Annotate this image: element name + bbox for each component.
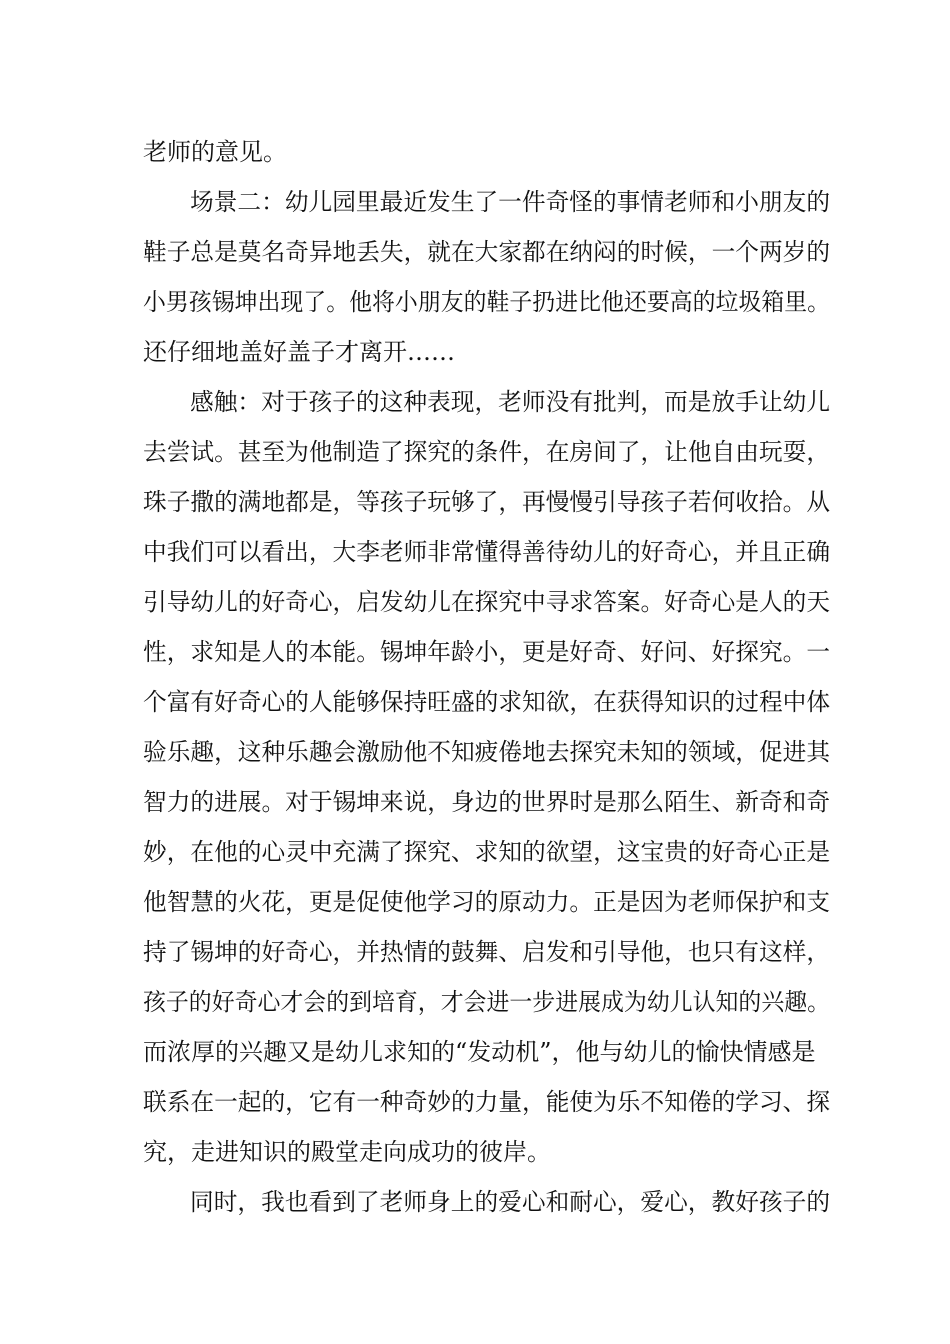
text-line: 中我们可以看出，大李老师非常懂得善待幼儿的好奇心，并且正确 bbox=[143, 538, 831, 566]
paragraph-start-line: 场景二：幼儿园里最近发生了一件奇怪的事情老师和小朋友的 bbox=[190, 188, 831, 216]
text-line: 老师的意见。 bbox=[143, 138, 287, 166]
text-line: 联系在一起的，它有一种奇妙的力量，能使为乐不知倦的学习、探 bbox=[143, 1088, 831, 1116]
text-line: 个富有好奇心的人能够保持旺盛的求知欲，在获得知识的过程中体 bbox=[143, 688, 831, 716]
text-line: 验乐趣，这种乐趣会激励他不知疲倦地去探究未知的领域，促进其 bbox=[143, 738, 831, 766]
text-line: 孩子的好奇心才会的到培育，才会进一步进展成为幼儿认知的兴趣。 bbox=[143, 988, 831, 1016]
text-line: 小男孩锡坤出现了。他将小朋友的鞋子扔进比他还要高的垃圾箱里。 bbox=[143, 288, 831, 316]
paragraph-start-line: 同时，我也看到了老师身上的爱心和耐心，爱心，教好孩子的 bbox=[190, 1188, 831, 1216]
text-line: 去尝试。甚至为他制造了探究的条件，在房间了，让他自由玩耍， bbox=[143, 438, 831, 466]
text-line: 珠子撒的满地都是，等孩子玩够了，再慢慢引导孩子若何收拾。从 bbox=[143, 488, 831, 516]
text-line: 他智慧的火花，更是促使他学习的原动力。正是因为老师保护和支 bbox=[143, 888, 831, 916]
text-line: 智力的进展。对于锡坤来说，身边的世界时是那么陌生、新奇和奇 bbox=[143, 788, 831, 816]
text-line: 引导幼儿的好奇心，启发幼儿在探究中寻求答案。好奇心是人的天 bbox=[143, 588, 831, 616]
text-line: 还仔细地盖好盖子才离开…… bbox=[143, 338, 455, 366]
paragraph-start-line: 感触：对于孩子的这种表现，老师没有批判，而是放手让幼儿 bbox=[190, 388, 831, 416]
text-line: 妙，在他的心灵中充满了探究、求知的欲望，这宝贵的好奇心正是 bbox=[143, 838, 831, 866]
text-line: 性，求知是人的本能。锡坤年龄小，更是好奇、好问、好探究。一 bbox=[143, 638, 831, 666]
text-line: 而浓厚的兴趣又是幼儿求知的“发动机”，他与幼儿的愉快情感是 bbox=[143, 1038, 816, 1066]
text-line: 持了锡坤的好奇心，并热情的鼓舞、启发和引导他，也只有这样， bbox=[143, 938, 831, 966]
text-line: 鞋子总是莫名奇异地丢失，就在大家都在纳闷的时候，一个两岁的 bbox=[143, 238, 831, 266]
text-line: 究，走进知识的殿堂走向成功的彼岸。 bbox=[143, 1138, 551, 1166]
